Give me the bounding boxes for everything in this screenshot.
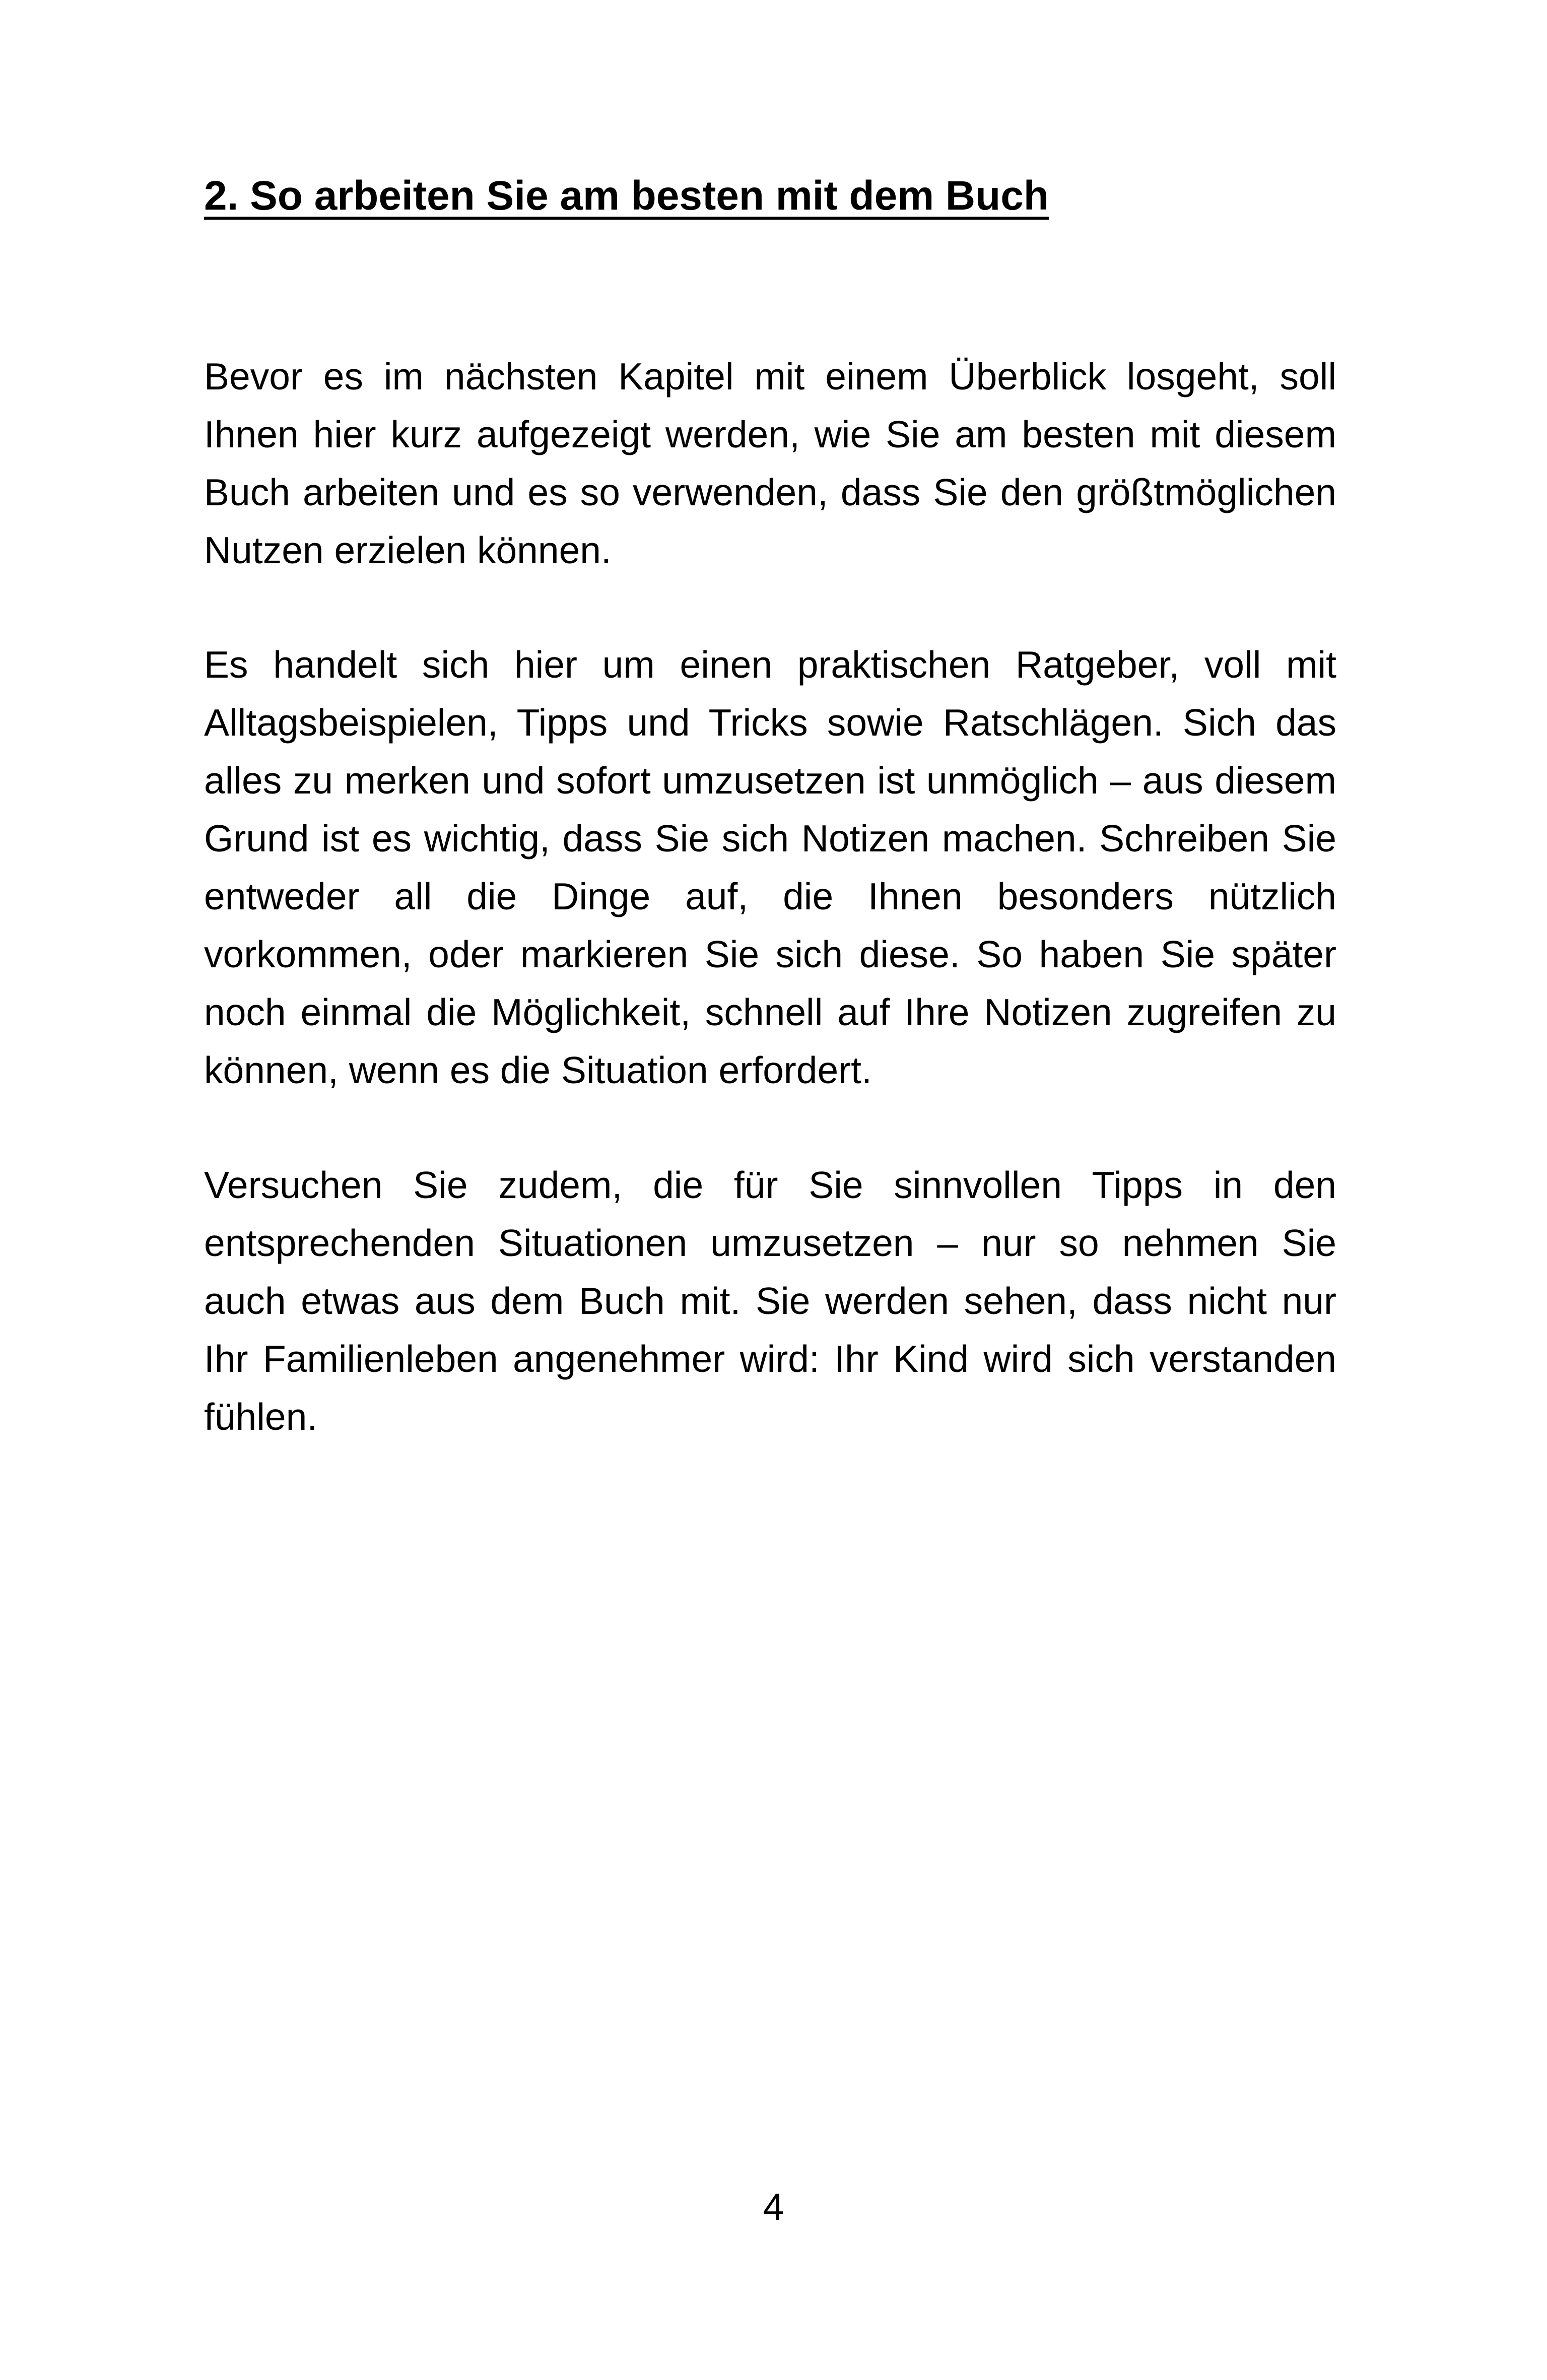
paragraph-intro: Bevor es im nächsten Kapitel mit einem Überblick losgeht, soll Ihnen hier kurz aufgezeigt werden, wie Sie am besten mit diesem Buch arbeiten und es so verwenden, dass Sie den größtmöglichen Nutzen erzielen können. bbox=[204, 355, 1336, 571]
paragraph-notes: Es handelt sich hier um einen praktischen Ratgeber, voll mit Alltagsbeispielen, Tipps und Tricks sowie Ratschlägen. Sich das alles zu merken und sofort umzusetzen ist unmöglich – aus diesem Grund ist es wichtig, dass Sie sich Notizen machen. Schreiben Sie entweder all die Dinge auf, die Ihnen besonders nützlich vorkommen, oder markieren Sie sich diese. So haben Sie später noch einmal die Möglichkeit, schnell auf Ihre Notizen zugreifen zu können, wenn es die Situation erfordert. bbox=[204, 643, 1336, 1091]
paragraph-apply-tips: Versuchen Sie zudem, die für Sie sinnvollen Tipps in den entsprechenden Situationen umzusetzen – nur so nehmen Sie auch etwas aus dem Buch mit. Sie werden sehen, dass nicht nur Ihr Familienleben angenehmer wird: Ihr Kind wird sich verstanden fühlen. bbox=[204, 1164, 1336, 1438]
page-number: 4 bbox=[763, 2186, 784, 2228]
chapter-heading: 2. So arbeiten Sie am besten mit dem Buch bbox=[204, 173, 1049, 219]
